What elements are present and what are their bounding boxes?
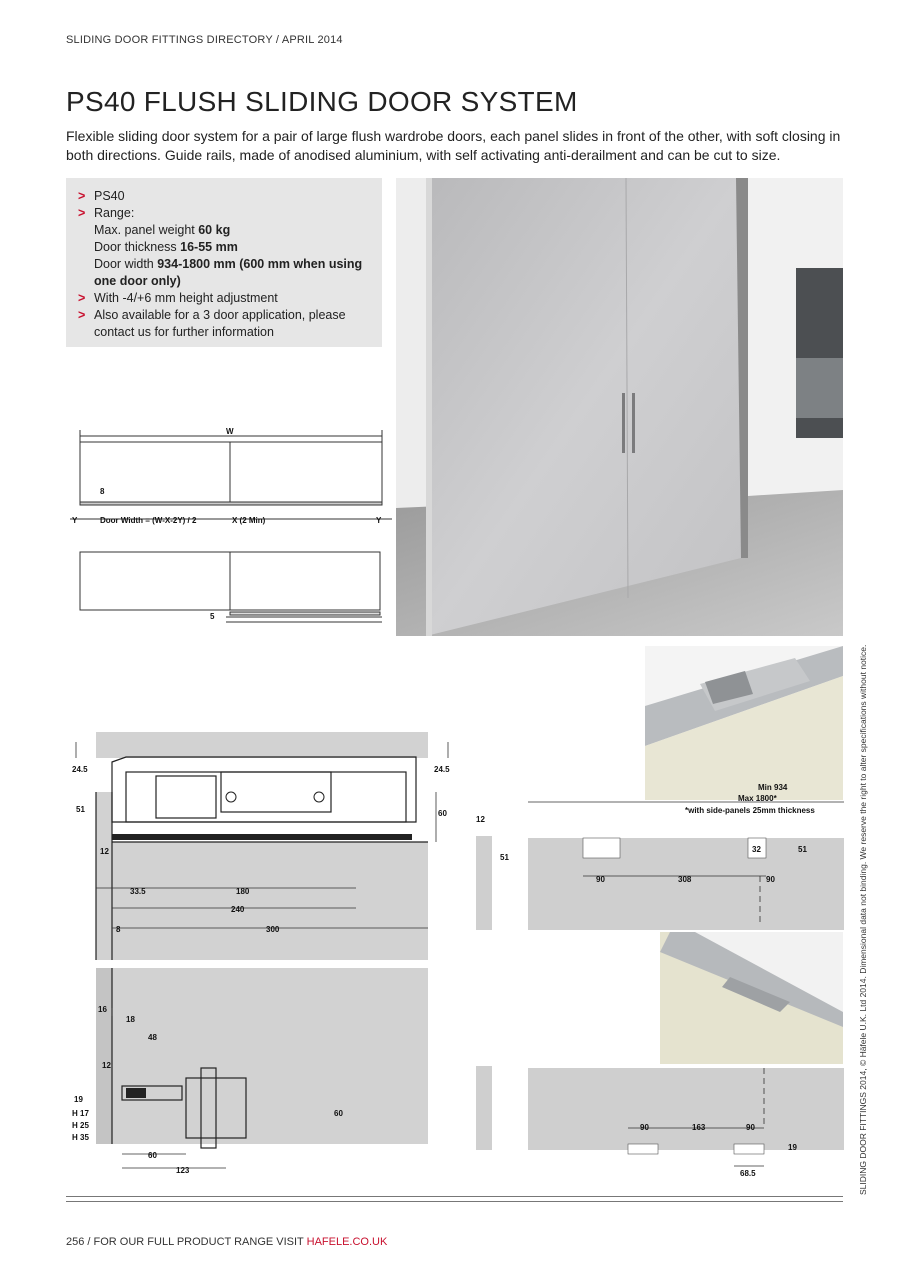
bottom-h17-label: H 17 [72, 1109, 89, 1118]
bottom-18-label: 18 [126, 1015, 135, 1024]
rail-90-left-label: 90 [596, 875, 605, 884]
bottom-section-diagram [66, 968, 466, 1178]
brail-68-5-label: 68.5 [740, 1169, 756, 1178]
top-180-label: 180 [236, 887, 250, 896]
rail-32-label: 32 [752, 845, 761, 854]
intro-text: Flexible sliding door system for a pair of large flush wardrobe doors, each panel slides in front of the other, with soft closing in both directions. Guide rails, made of anodised aluminium, with self activating anti-derailment and can be cut to size. [66, 128, 841, 163]
footer-prefix: 256 / FOR OUR FULL PRODUCT RANGE VISIT [66, 1236, 307, 1248]
top-24-5-right: 24.5 [434, 765, 450, 774]
brail-90-right-label: 90 [746, 1123, 755, 1132]
footer-link[interactable]: HAFELE.CO.UK [306, 1236, 388, 1248]
bottom-60-right-label: 60 [334, 1109, 343, 1118]
bottom-h35-label: H 35 [72, 1133, 89, 1142]
bottom-h25-label: H 25 [72, 1121, 89, 1130]
rail-308-label: 308 [678, 875, 692, 884]
rail-note-label: *with side-panels 25mm thickness [685, 806, 815, 815]
footer-rule-bottom [66, 1201, 843, 1202]
rail-51-right-label: 51 [798, 845, 807, 854]
top-8-label: 8 [116, 925, 121, 934]
bottom-12-label: 12 [102, 1061, 111, 1070]
bottom-123-label: 123 [176, 1166, 190, 1175]
rail-min-label: Min 934 [758, 783, 788, 792]
footer-rule-top [66, 1196, 843, 1197]
bottom-rail-diagram [470, 1066, 850, 1178]
top-33-5-label: 33.5 [130, 887, 146, 896]
plan-eight-label: 8 [100, 487, 105, 496]
brail-90-left-label: 90 [640, 1123, 649, 1132]
plan-diagram [66, 422, 396, 628]
brail-19-label: 19 [788, 1143, 797, 1152]
plan-formula: Door Width = (W-X-2Y) / 2 [100, 516, 197, 525]
bottom-60-bottom-label: 60 [148, 1151, 157, 1160]
top-24-5-left: 24.5 [72, 765, 88, 774]
top-60-label: 60 [438, 809, 447, 818]
spec-height-adjustment: > With -4/+6 mm height adjustment [78, 290, 382, 307]
plan-y-left: Y [72, 516, 78, 525]
rail-max-label: Max 1800* [738, 794, 777, 803]
wardrobe-photo [396, 178, 843, 636]
top-rail-diagram [470, 780, 850, 930]
directory-header: SLIDING DOOR FITTINGS DIRECTORY / APRIL 2014 [66, 34, 343, 46]
footer [66, 1236, 387, 1248]
page-title: PS40 FLUSH SLIDING DOOR SYSTEM [66, 86, 578, 117]
spec-model: > PS40 [78, 188, 382, 205]
track-photo-top [645, 646, 843, 800]
spec-weight: Max. panel weight 60 kg [94, 223, 231, 237]
top-300-label: 300 [266, 925, 280, 934]
side-disclaimer: SLIDING DOOR FITTINGS 2014, © Häfele U.K. Ltd 2014. Dimensional data not binding. We reserve the right to alter specifications without notice. [858, 644, 868, 1195]
brail-163-label: 163 [692, 1123, 706, 1132]
rail-12-label: 12 [476, 815, 485, 824]
top-12-label: 12 [100, 847, 109, 856]
spec-range: > Range: [78, 205, 382, 222]
track-photo-bottom [660, 932, 843, 1064]
plan-y-right: Y [376, 516, 382, 525]
rail-90-right-label: 90 [766, 875, 775, 884]
bottom-16-label: 16 [98, 1005, 107, 1014]
top-section-diagram [66, 732, 466, 960]
rail-51-left-label: 51 [500, 853, 509, 862]
bottom-48-label: 48 [148, 1033, 157, 1042]
spec-three-door: > Also available for a 3 door application, please contact us for further information [78, 307, 382, 341]
bottom-19-label: 19 [74, 1095, 83, 1104]
spec-width: Door width 934-1800 mm (600 mm when using one door only) [94, 257, 363, 288]
spec-box [66, 178, 382, 347]
top-240-label: 240 [231, 905, 245, 914]
plan-w-label: W [226, 427, 234, 436]
spec-thickness: Door thickness 16-55 mm [94, 240, 238, 254]
top-51-label: 51 [76, 805, 85, 814]
plan-five-label: 5 [210, 612, 215, 621]
plan-x-min: X (2 Min) [232, 516, 266, 525]
